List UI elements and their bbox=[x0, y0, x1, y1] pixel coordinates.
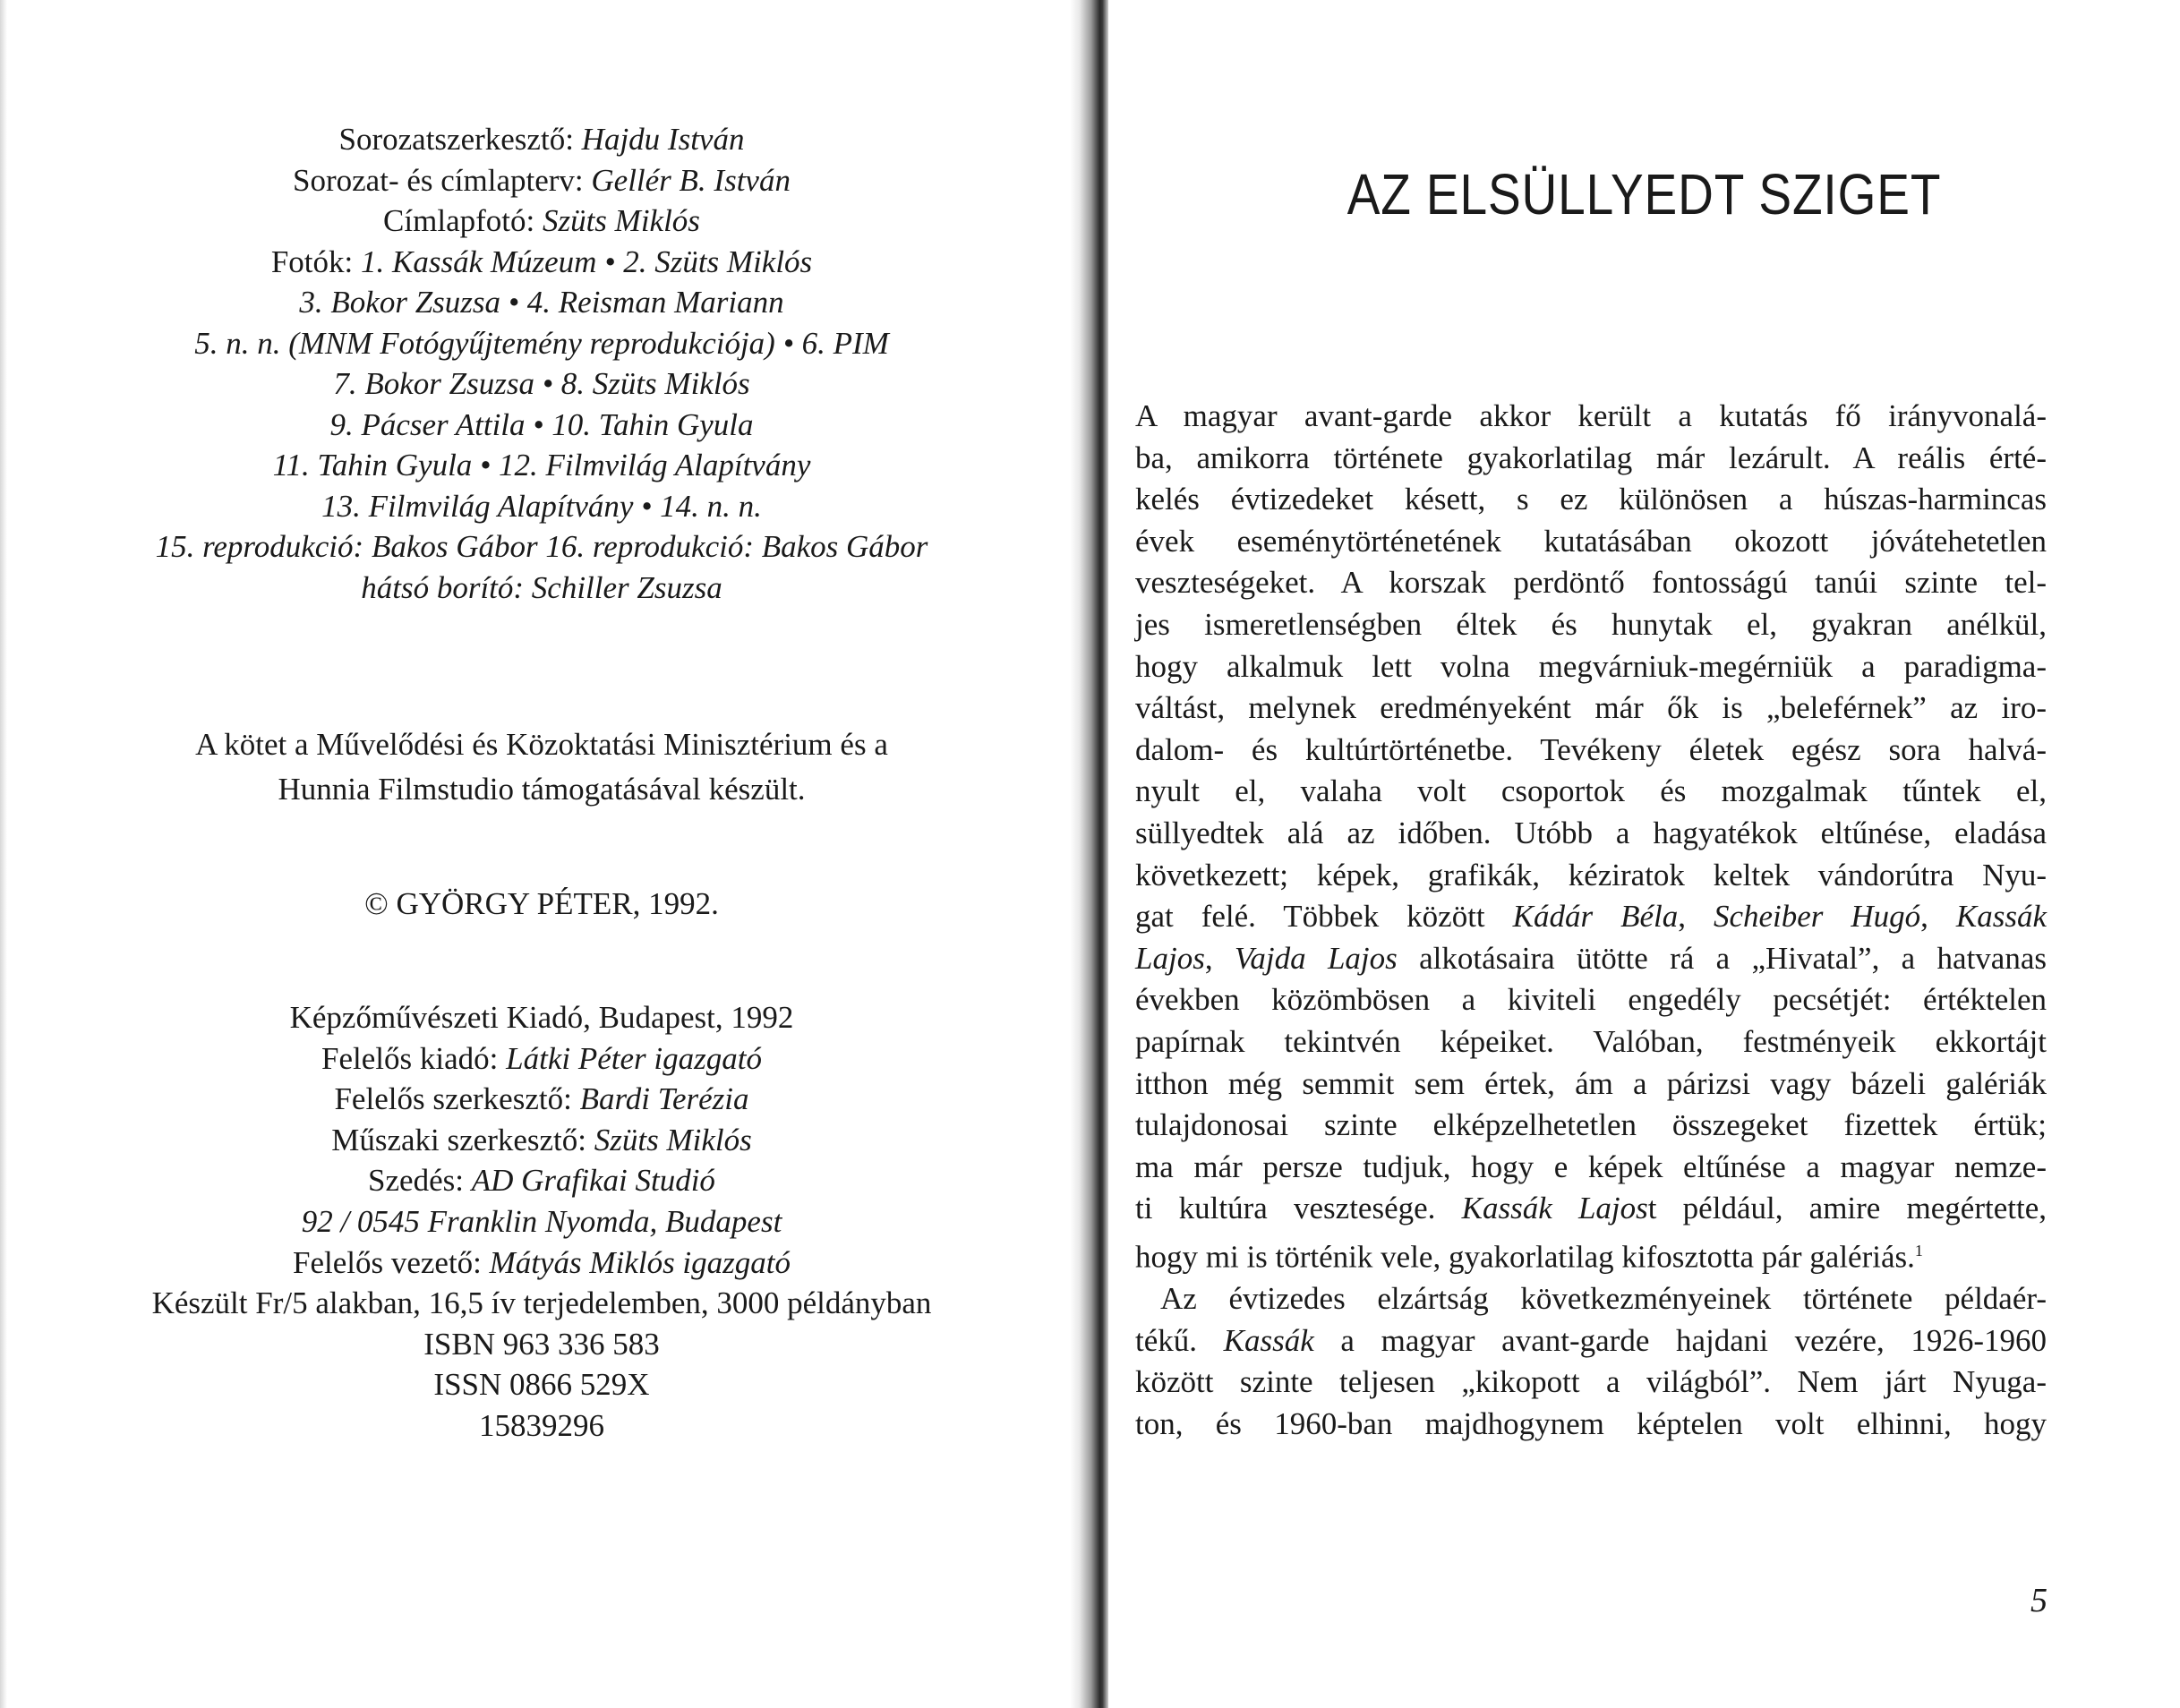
tech-editor-name: Szüts Miklós bbox=[594, 1122, 752, 1157]
photos-line bbox=[107, 405, 976, 446]
series-design-name: Gellér B. István bbox=[591, 162, 791, 198]
photos-credit-line: 9. Pácser Attila • 10. Tahin Gyula bbox=[329, 406, 754, 442]
left-page bbox=[0, 0, 1070, 1708]
photos-credit-line: 7. Bokor Zsuzsa • 8. Szüts Miklós bbox=[333, 366, 750, 401]
support-note bbox=[107, 722, 976, 812]
photos-line bbox=[107, 445, 976, 486]
name-lajos: Lajos bbox=[1135, 940, 1205, 976]
body-line: papírnak tekintvén képeiket. Valóban, festményeik ekkortájt bbox=[1135, 1023, 2047, 1059]
body-line: váltást, melynek eredményeként már ők is „beleférnek” az iro- bbox=[1135, 690, 2047, 726]
body-line: dalom- és kultúrtörténetbe. Tevékeny életek egész sora halvá- bbox=[1135, 731, 2047, 767]
body-line bbox=[1135, 1320, 2047, 1362]
body-line bbox=[1135, 938, 2047, 980]
name-kassak: Kassák bbox=[1955, 899, 2047, 935]
photos-credit-line: 13. Filmvilág Alapítvány • 14. n. n. bbox=[321, 488, 762, 524]
series-editor-line bbox=[107, 119, 976, 160]
series-editor-name: Hajdu István bbox=[581, 122, 745, 157]
series-design-line bbox=[107, 160, 976, 201]
body-line: nyult el, valaha volt csoportok és mozgalmak tűntek el, bbox=[1135, 773, 2047, 809]
resp-editor-line bbox=[107, 1079, 976, 1120]
body-line: hogy alkalmuk lett volna megvárniuk-megérniük a paradigma- bbox=[1135, 648, 2047, 684]
body-line: itthon még semmit sem értek, ám a párizsi vagy bázeli galériák bbox=[1135, 1065, 2047, 1101]
body-text-run: t például, amire megértette, bbox=[1647, 1191, 2047, 1226]
isbn-line: ISBN 963 336 583 bbox=[423, 1326, 660, 1362]
number-line: 15839296 bbox=[479, 1407, 604, 1443]
colophon-block bbox=[107, 997, 976, 1447]
credits-block bbox=[107, 119, 976, 608]
copyright-notice: © GYÖRGY PÉTER, 1992. bbox=[364, 886, 719, 921]
resp-publisher-label: Felelős kiadó: bbox=[321, 1040, 499, 1076]
typesetting-name: AD Grafikai Studió bbox=[471, 1163, 715, 1199]
body-line: veszteségeket. A korszak perdöntő fontosságú tanúi szinte tel- bbox=[1135, 565, 2047, 601]
body-line: ton, és 1960-ban majdhogynem képtelen volt elhinni, hogy bbox=[1135, 1405, 2047, 1441]
body-text-run: , bbox=[1920, 899, 1956, 935]
typesetting-line bbox=[107, 1160, 976, 1201]
photos-line bbox=[107, 363, 976, 405]
name-vajda-lajos: Vajda Lajos bbox=[1234, 940, 1398, 976]
body-text-run: alkotásaira ütötte rá a „Hivatal”, a hatvanas bbox=[1397, 940, 2047, 976]
page-number: 5 bbox=[2030, 1582, 2047, 1619]
cover-photo-line bbox=[107, 201, 976, 242]
format-line: Készült Fr/5 alakban, 16,5 ív terjedelemben, 3000 példányban bbox=[151, 1285, 932, 1321]
body-line: tulajdonosai szinte elképzelhetetlen összegeket fizettek értük; bbox=[1135, 1107, 2047, 1143]
issn-line: ISSN 0866 529X bbox=[433, 1367, 650, 1403]
photos-label: Fotók: bbox=[270, 243, 354, 279]
photos-line bbox=[107, 242, 976, 283]
book-gutter bbox=[1070, 0, 1108, 1708]
resp-manager-name: Mátyás Miklós igazgató bbox=[489, 1244, 791, 1280]
body-text-run: gat felé. Többek között bbox=[1135, 899, 1513, 935]
photos-credit-line: hátsó borító: Schiller Zsuzsa bbox=[361, 569, 722, 605]
chapter-title: AZ ELSÜLLYEDT SZIGET bbox=[1346, 162, 1942, 226]
resp-publisher-name: Látki Péter igazgató bbox=[506, 1040, 762, 1076]
body-line: jes ismeretlenségben éltek és hunytak el, gyakran anélkül, bbox=[1135, 606, 2047, 642]
body-text bbox=[1135, 396, 2047, 1446]
tech-editor-label: Műszaki szerkesztő: bbox=[331, 1122, 587, 1157]
typesetting-label: Szedés: bbox=[368, 1163, 464, 1199]
resp-publisher-line bbox=[107, 1038, 976, 1080]
cover-photo-name: Szüts Miklós bbox=[542, 203, 700, 238]
name-kassak: Kassák bbox=[1223, 1322, 1314, 1358]
resp-manager-label: Felelős vezető: bbox=[292, 1244, 482, 1280]
body-text-run: hogy mi is történik vele, gyakorlatilag kifosztotta pár galériás. bbox=[1135, 1239, 1915, 1275]
photos-line bbox=[107, 568, 976, 609]
body-line: Az évtizedes elzártság következményeinek története példaér- bbox=[1160, 1281, 2047, 1317]
photos-line bbox=[107, 486, 976, 527]
photos-line bbox=[107, 282, 976, 323]
resp-editor-name: Bardi Terézia bbox=[579, 1081, 749, 1117]
footnote-marker: 1 bbox=[1914, 1241, 1923, 1260]
photos-credit-line: 3. Bokor Zsuzsa • 4. Reisman Mariann bbox=[299, 285, 784, 320]
name-scheiber-hugo: Scheiber Hugó bbox=[1713, 899, 1921, 935]
body-line: évek eseménytörténetének kutatásában okozott jóvátehetetlen bbox=[1135, 523, 2047, 559]
body-line: ma már persze tudjuk, hogy e képek eltűnése a magyar nemze- bbox=[1135, 1149, 2047, 1184]
body-line: között szinte teljesen „kikopott a világból”. Nem járt Nyuga- bbox=[1135, 1364, 2047, 1400]
body-text-run: , bbox=[1678, 899, 1714, 935]
photos-credit-line: 15. reprodukció: Bakos Gábor 16. reprodukció: Bakos Gábor bbox=[155, 529, 928, 564]
body-line: ba, amikorra története gyakorlatilag már lezárult. A reális érté- bbox=[1135, 440, 2047, 475]
tech-editor-line bbox=[107, 1120, 976, 1161]
photos-credit-line: 5. n. n. (MNM Fotógyűjtemény reprodukciója) • 6. PIM bbox=[194, 325, 889, 361]
photos-credit-line: 11. Tahin Gyula • 12. Filmvilág Alapítvány bbox=[272, 448, 811, 483]
resp-editor-label: Felelős szerkesztő: bbox=[334, 1081, 572, 1117]
printer-line bbox=[107, 1201, 976, 1243]
cover-photo-label: Címlapfotó: bbox=[383, 203, 535, 238]
body-text-run: tékű. bbox=[1135, 1322, 1224, 1358]
resp-manager-line bbox=[107, 1243, 976, 1284]
support-line: A kötet a Művelődési és Közoktatási Minisztérium és a bbox=[195, 727, 888, 762]
series-design-label: Sorozat- és címlapterv: bbox=[293, 162, 584, 198]
body-line bbox=[1135, 1230, 2047, 1278]
body-line: következett; képek, grafikák, kéziratok keltek vándorútra Nyu- bbox=[1135, 857, 2047, 892]
body-line: süllyedtek alá az időben. Utóbb a hagyatékok eltűnése, eladása bbox=[1135, 815, 2047, 850]
publisher-line: Képzőművészeti Kiadó, Budapest, 1992 bbox=[289, 1000, 794, 1035]
photos-line bbox=[107, 323, 976, 364]
body-text-run: a magyar avant-garde hajdani vezére, 1926-1960 bbox=[1313, 1322, 2047, 1358]
body-line bbox=[1135, 896, 2047, 938]
photos-line bbox=[107, 526, 976, 568]
body-text-run: , bbox=[1204, 940, 1235, 976]
body-line: A magyar avant-garde akkor került a kutatás fő irányvonalá- bbox=[1135, 398, 2047, 433]
photos-credit-line: 1. Kassák Múzeum • 2. Szüts Miklós bbox=[360, 243, 813, 279]
series-editor-label: Sorozatszerkesztő: bbox=[338, 122, 574, 157]
name-kadar-bela: Kádár Béla bbox=[1512, 899, 1679, 935]
printer-name: 92 / 0545 Franklin Nyomda, Budapest bbox=[301, 1203, 782, 1239]
body-text-run: ti kultúra vesztesége. bbox=[1135, 1191, 1462, 1226]
page-edge-shadow bbox=[0, 0, 7, 1708]
name-kassak-lajos: Kassák Lajos bbox=[1461, 1191, 1648, 1226]
support-line: Hunnia Filmstudio támogatásával készült. bbox=[278, 772, 806, 807]
body-line: kelés évtizedeket késett, s ez különösen a húszas-harmincas bbox=[1135, 482, 2047, 517]
body-line bbox=[1135, 1188, 2047, 1230]
body-line: években közömbösen a kiviteli engedély pecsétjét: értéktelen bbox=[1135, 982, 2047, 1018]
